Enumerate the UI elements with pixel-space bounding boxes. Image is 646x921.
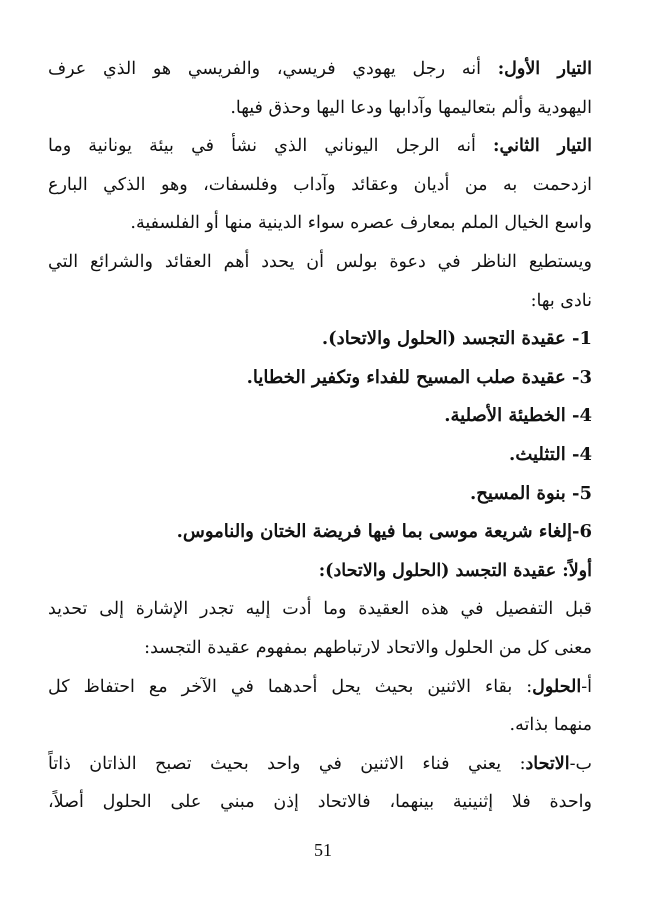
section-first-heading: أولاً: عقيدة التجسد (الحلول والاتحاد):	[318, 560, 592, 581]
hulul-line-2: منهما بذاته.	[509, 715, 592, 736]
doctrine-item-4: 4- التثليث.	[509, 443, 592, 465]
first-trend-text: أنه رجل يهودي فريسي، والفريسي هو الذي عرف	[48, 59, 498, 79]
second-trend-line-1	[48, 127, 592, 166]
ittihad-prefix: ب-	[569, 753, 592, 774]
doctrine-item-5: 5- بنوة المسيح.	[470, 482, 592, 504]
doctrine-item-2: 3- عقيدة صلب المسيح للفداء وتكفير الخطايا.	[246, 366, 592, 388]
ittihad-term: الاتحاد	[525, 753, 570, 774]
second-trend-line-3: واسع الخيال الملم بمعارف عصره سواء الدينية منها أو الفلسفية.	[130, 213, 592, 234]
ittihad-text: : يعني فناء الاثنين في واحد بحيث تصبح الذاتان ذاتاً	[48, 753, 526, 774]
first-trend-line-1	[48, 50, 592, 89]
doctrine-item-1: 1- عقيدة التجسد (الحلول والاتحاد).	[321, 328, 592, 350]
ittihad-line-2: واحدة فلا إثنينية بينهما، فالاتحاد إذن مبني على الحلول أصلاً،	[48, 792, 592, 813]
ittihad-line-1	[48, 745, 592, 784]
second-trend-line-2: ازدحمت به من أديان وعقائد وآداب وفلسفات، وهو الذكي البارع	[48, 174, 592, 195]
intro-line-1: ويستطيع الناظر في دعوة بولس أن يحدد أهم العقائد والشرائع التي	[48, 251, 592, 272]
hulul-line-1	[48, 668, 592, 707]
second-trend-text: أنه الرجل اليوناني الذي نشأ في بيئة يونانية وما	[48, 136, 494, 157]
hulul-text: : بقاء الاثنين بحيث يحل أحدهما في الآخر مع احتفاظ كل	[48, 676, 533, 697]
page-number: 51	[314, 840, 332, 860]
second-trend-label: التيار الثاني:	[493, 136, 592, 157]
first-trend-line-2: اليهودية وألم بتعاليمها وآدابها ودعا اليها وحذق فيها.	[230, 97, 592, 118]
doctrine-item-6: 6-إلغاء شريعة موسى بما فيها فريضة الختان والناموس.	[176, 521, 592, 543]
section-first-line-1: قبل التفصيل في هذه العقيدة وما أدت إليه تجدر الإشارة إلى تحديد	[48, 599, 592, 620]
intro-line-2: نادى بها:	[530, 290, 592, 311]
first-trend-label: التيار الأول:	[497, 59, 592, 79]
doctrine-item-3: 4- الخطيئة الأصلية.	[444, 405, 592, 427]
section-first-line-2: معنى كل من الحلول والاتحاد لارتباطهم بمفهوم عقيدة التجسد:	[144, 637, 592, 658]
hulul-term: الحلول	[532, 676, 582, 697]
hulul-prefix: أ-	[581, 676, 592, 697]
